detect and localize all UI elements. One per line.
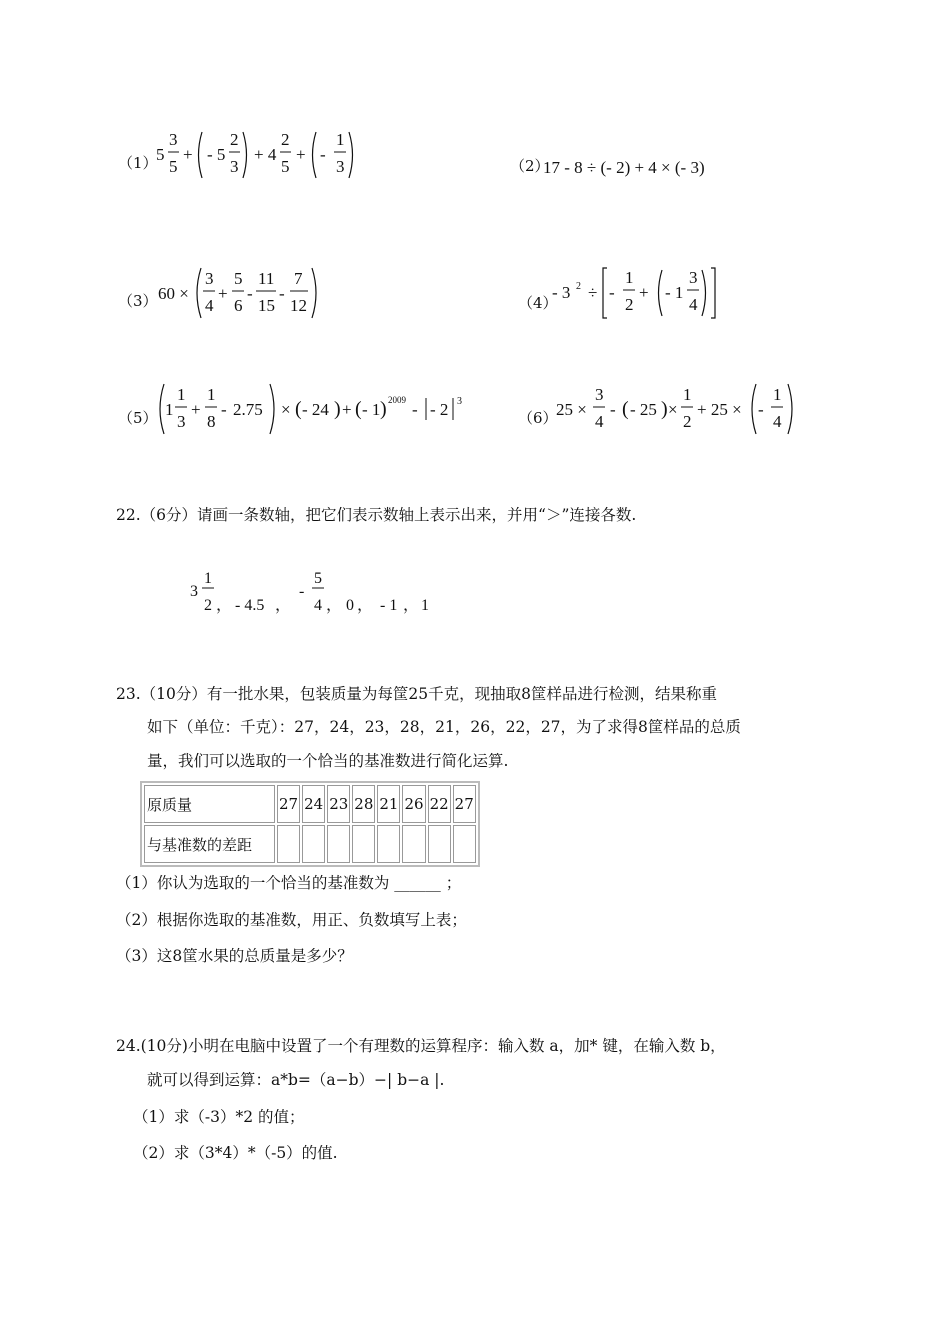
exercise-4-label: （4） bbox=[518, 294, 558, 312]
table-header-difference: 与基准数的差距 bbox=[144, 825, 275, 863]
svg-text:，: ， bbox=[216, 597, 233, 614]
svg-text:4: 4 bbox=[205, 296, 214, 315]
exercise-6-label: （6） bbox=[518, 409, 558, 427]
svg-text:4: 4 bbox=[595, 412, 604, 431]
svg-text:(: ( bbox=[295, 398, 302, 420]
svg-text:3: 3 bbox=[689, 268, 698, 287]
svg-text:3: 3 bbox=[205, 269, 214, 288]
table-answer-cell[interactable] bbox=[453, 825, 476, 863]
svg-text:- 1: - 1 bbox=[380, 597, 398, 614]
svg-text:25 ×: 25 × bbox=[556, 400, 587, 419]
q23-line1: 23.（10分）有一批水果，包装质量为每筐25千克，现抽取8筐样品进行检测，结果称重 bbox=[116, 685, 717, 703]
table-cell: 27 bbox=[277, 785, 300, 823]
svg-text:4: 4 bbox=[773, 412, 782, 431]
svg-text:3: 3 bbox=[169, 130, 178, 149]
exercise-1-expression bbox=[150, 124, 370, 186]
table-answer-cell[interactable] bbox=[327, 825, 350, 863]
svg-text:1: 1 bbox=[165, 400, 174, 419]
svg-text:- 3: - 3 bbox=[552, 283, 571, 302]
svg-text:2: 2 bbox=[281, 130, 290, 149]
exercise-6-expression bbox=[550, 378, 800, 440]
table-cell: 23 bbox=[327, 785, 350, 823]
svg-text:+: + bbox=[218, 284, 228, 303]
exercise-3-expression bbox=[150, 262, 330, 324]
svg-text:3: 3 bbox=[457, 396, 462, 407]
exercise-5-label: （5） bbox=[118, 409, 158, 427]
svg-text:3: 3 bbox=[595, 385, 604, 404]
svg-text:3: 3 bbox=[230, 157, 239, 176]
svg-text:3: 3 bbox=[336, 157, 345, 176]
svg-text:，: ， bbox=[403, 597, 420, 614]
svg-text:-: - bbox=[412, 400, 418, 419]
svg-text:，: ， bbox=[357, 597, 374, 614]
svg-text:-: - bbox=[609, 283, 615, 302]
svg-text:- 5: - 5 bbox=[207, 145, 226, 164]
table-answer-cell[interactable] bbox=[302, 825, 325, 863]
svg-text:+: + bbox=[639, 283, 649, 302]
table-row bbox=[144, 785, 476, 823]
svg-text:-: - bbox=[610, 400, 616, 419]
exercise-2-label: （2） bbox=[510, 157, 550, 175]
svg-text:5: 5 bbox=[169, 157, 178, 176]
svg-text:+: + bbox=[342, 400, 352, 419]
svg-text:÷: ÷ bbox=[588, 283, 598, 302]
svg-text:1: 1 bbox=[773, 385, 782, 404]
svg-text:5: 5 bbox=[281, 157, 290, 176]
svg-text:1: 1 bbox=[683, 385, 692, 404]
svg-text:8: 8 bbox=[207, 412, 216, 431]
svg-text:-: - bbox=[247, 284, 253, 303]
exercise-1-label: （1） bbox=[118, 154, 158, 172]
svg-text:×: × bbox=[281, 400, 291, 419]
svg-text:3: 3 bbox=[190, 583, 198, 600]
svg-text:4: 4 bbox=[689, 295, 698, 314]
svg-text:15: 15 bbox=[258, 296, 275, 315]
svg-text:- 24: - 24 bbox=[302, 400, 329, 419]
svg-text:-: - bbox=[758, 400, 764, 419]
svg-text:5: 5 bbox=[156, 145, 165, 164]
svg-text:2: 2 bbox=[625, 295, 634, 314]
svg-text:2: 2 bbox=[230, 130, 239, 149]
svg-text:- 2: - 2 bbox=[430, 400, 449, 419]
table-answer-cell[interactable] bbox=[428, 825, 451, 863]
svg-text:1: 1 bbox=[625, 268, 634, 287]
svg-text:0: 0 bbox=[346, 597, 354, 614]
q23-sub2: （2）根据你选取的基准数，用正、负数填写上表； bbox=[116, 911, 467, 929]
exercise-3-label: （3） bbox=[118, 292, 158, 310]
svg-text:(: ( bbox=[622, 398, 629, 420]
svg-text:+: + bbox=[296, 145, 306, 164]
svg-text:1: 1 bbox=[177, 385, 186, 404]
svg-text:5: 5 bbox=[234, 269, 243, 288]
table-answer-cell[interactable] bbox=[352, 825, 375, 863]
q23-sub1: （1）你认为选取的一个恰当的基准数为 ______ ； bbox=[116, 874, 462, 892]
table-header-original-mass: 原质量 bbox=[144, 785, 275, 823]
svg-text:×: × bbox=[668, 400, 678, 419]
table-cell: 27 bbox=[453, 785, 476, 823]
svg-text:-: - bbox=[320, 145, 326, 164]
table-answer-cell[interactable] bbox=[377, 825, 400, 863]
q23-line2: 如下（单位：千克）：27，24，23，28，21，26，22，27，为了求得8筐样品的总质 bbox=[147, 718, 741, 736]
table-answer-cell[interactable] bbox=[277, 825, 300, 863]
svg-text:- 25: - 25 bbox=[630, 400, 657, 419]
svg-text:): ) bbox=[380, 398, 387, 420]
svg-text:+ 25 ×: + 25 × bbox=[697, 400, 742, 419]
svg-text:7: 7 bbox=[294, 269, 303, 288]
svg-text:(: ( bbox=[355, 398, 362, 420]
svg-text:1: 1 bbox=[204, 570, 212, 587]
svg-text:2009: 2009 bbox=[388, 395, 406, 405]
table-cell: 28 bbox=[352, 785, 375, 823]
svg-text:，: ， bbox=[275, 597, 292, 614]
svg-text:12: 12 bbox=[290, 296, 307, 315]
svg-text:+ 4: + 4 bbox=[254, 145, 277, 164]
svg-text:- 1: - 1 bbox=[362, 400, 381, 419]
svg-text:+: + bbox=[191, 400, 201, 419]
svg-text:5: 5 bbox=[314, 570, 322, 587]
svg-text:-: - bbox=[299, 583, 305, 600]
q23-sub3: （3）这8筐水果的总质量是多少？ bbox=[116, 947, 353, 965]
svg-text:4: 4 bbox=[314, 597, 322, 614]
svg-text:2.75: 2.75 bbox=[233, 400, 263, 419]
svg-text:6: 6 bbox=[234, 296, 243, 315]
q23-line3: 量，我们可以选取的一个恰当的基准数进行简化运算. bbox=[147, 752, 509, 770]
table-answer-cell[interactable] bbox=[402, 825, 425, 863]
svg-text:-: - bbox=[279, 284, 285, 303]
q22-numbers bbox=[185, 566, 445, 622]
table-cell: 22 bbox=[428, 785, 451, 823]
q24-sub1: （1）求（-3）*2 的值； bbox=[133, 1108, 305, 1126]
svg-text:- 1: - 1 bbox=[665, 283, 684, 302]
exercise-4-expression bbox=[548, 262, 728, 324]
svg-text:): ) bbox=[661, 398, 668, 420]
svg-text:2: 2 bbox=[204, 597, 212, 614]
svg-text:): ) bbox=[334, 398, 341, 420]
table-row bbox=[144, 825, 476, 863]
table-cell: 24 bbox=[302, 785, 325, 823]
exercise-2-expression: 17 - 8 ÷ (- 2) + 4 × (- 3) bbox=[543, 158, 705, 177]
svg-text:1: 1 bbox=[421, 597, 429, 614]
svg-text:1: 1 bbox=[336, 130, 345, 149]
q24-line1: 24.(10分)小明在电脑中设置了一个有理数的运算程序：输入数 a，加* 键，在输入数 b， bbox=[116, 1037, 726, 1055]
q24-sub2: （2）求（3*4）*（-5）的值. bbox=[133, 1144, 338, 1162]
svg-text:60 ×: 60 × bbox=[158, 284, 189, 303]
svg-text:+: + bbox=[183, 145, 193, 164]
svg-text:2: 2 bbox=[683, 412, 692, 431]
q24-line2: 就可以得到运算：a*b=（a−b）−| b−a |. bbox=[147, 1071, 445, 1089]
exercise-5-expression bbox=[150, 378, 480, 440]
svg-text:11: 11 bbox=[258, 269, 275, 288]
svg-text:- 4.5: - 4.5 bbox=[235, 597, 265, 614]
svg-text:1: 1 bbox=[207, 385, 216, 404]
q22-heading: 22.（6分）请画一条数轴，把它们表示数轴上表示出来，并用“＞”连接各数. bbox=[116, 506, 637, 524]
svg-text:，: ， bbox=[326, 597, 343, 614]
table-cell: 26 bbox=[402, 785, 425, 823]
q23-table bbox=[140, 781, 480, 867]
table-cell: 21 bbox=[377, 785, 400, 823]
svg-text:-: - bbox=[221, 400, 227, 419]
svg-text:2: 2 bbox=[576, 281, 581, 292]
svg-text:3: 3 bbox=[177, 412, 186, 431]
